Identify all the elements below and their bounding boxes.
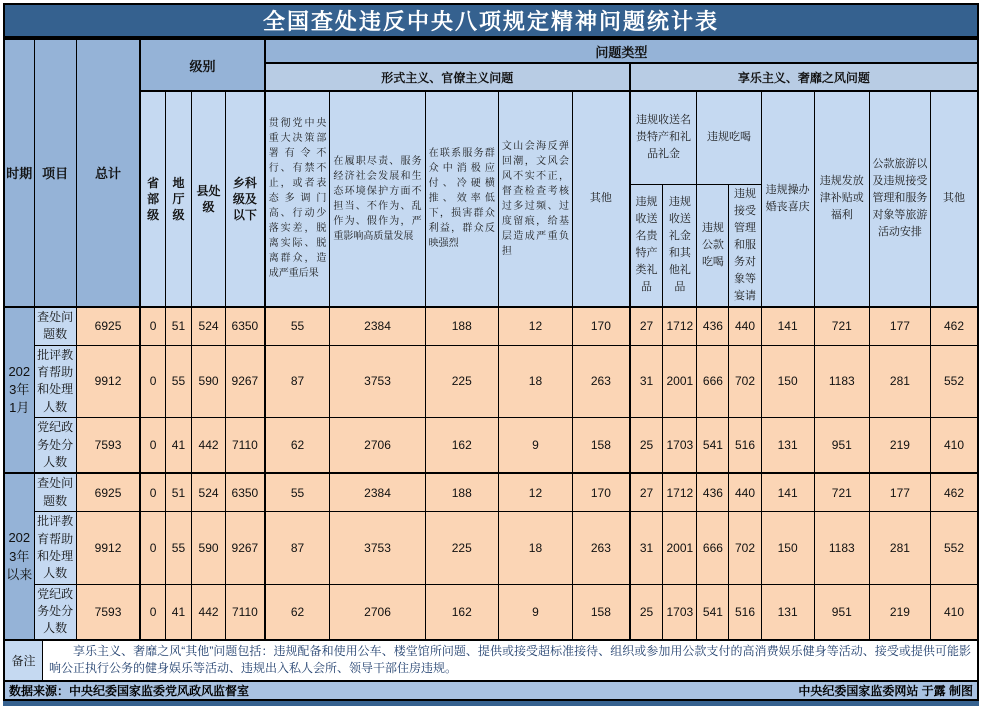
data-cell: 951 (814, 584, 869, 640)
data-cell: 219 (869, 584, 930, 640)
data-cell: 9 (498, 418, 572, 474)
note-label: 备注 (5, 641, 43, 680)
data-cell: 7593 (76, 584, 140, 640)
data-cell: 51 (165, 307, 191, 345)
data-cell: 462 (931, 473, 978, 511)
data-cell: 0 (140, 473, 165, 511)
data-cell: 1703 (663, 584, 697, 640)
data-cell: 1712 (663, 473, 697, 511)
data-cell: 263 (573, 345, 630, 418)
data-cell: 410 (931, 584, 978, 640)
data-cell: 225 (425, 512, 498, 585)
data-source-text: 数据来源：中央纪委国家监委党风政风监督室 (9, 683, 250, 698)
col-header-level-county: 县处级 (191, 91, 225, 307)
data-cell: 410 (931, 418, 978, 474)
data-cell: 170 (573, 307, 630, 345)
data-cell: 55 (165, 512, 191, 585)
data-cell: 590 (191, 345, 225, 418)
data-cell: 281 (869, 345, 930, 418)
data-cell: 541 (697, 418, 729, 474)
data-cell: 62 (265, 584, 330, 640)
data-cell: 27 (630, 307, 663, 345)
data-cell: 162 (425, 584, 498, 640)
data-cell: 18 (498, 345, 572, 418)
data-cell: 436 (697, 473, 729, 511)
data-cell: 1183 (814, 345, 869, 418)
footer-bar (3, 682, 979, 701)
data-cell: 0 (140, 345, 165, 418)
data-cell: 1183 (814, 512, 869, 585)
col-header-dining-public-funds: 违规公款吃喝 (697, 184, 729, 307)
col-group-gifts: 违规收送名贵特产和礼品礼金 (630, 91, 697, 184)
data-cell: 2001 (663, 512, 697, 585)
page-title: 全国查处违反中央八项规定精神问题统计表 (3, 3, 979, 38)
col-header-gifts-specialty: 违规收送名贵特产类礼品 (630, 184, 663, 307)
col-header-total: 总计 (76, 39, 140, 307)
data-cell: 0 (140, 512, 165, 585)
data-cell: 7110 (226, 584, 265, 640)
data-cell: 440 (729, 307, 761, 345)
col-header-dining-banquets: 违规接受管理和服务对象等宴请 (729, 184, 761, 307)
data-cell: 552 (931, 512, 978, 585)
data-cell: 131 (761, 584, 814, 640)
data-cell: 131 (761, 418, 814, 474)
data-cell: 702 (729, 345, 761, 418)
data-cell: 18 (498, 512, 572, 585)
note-text: 享乐主义、奢靡之风“其他”问题包括：违规配备和使用公车、楼堂馆所问题、提供或接受超标准接待、组织或参加用公款支付的高消费娱乐健身等活动、接受或提供可能影响公正执行公务的健身娱乐等活动、违规出入私人会所、领导干部住房违规。 (43, 641, 977, 680)
data-cell: 25 (630, 418, 663, 474)
data-cell: 12 (498, 307, 572, 345)
data-cell: 524 (191, 307, 225, 345)
data-cell: 263 (573, 512, 630, 585)
data-cell: 9267 (226, 345, 265, 418)
data-cell: 55 (265, 307, 330, 345)
statistics-table (3, 38, 979, 641)
col-header-formalism-1: 贯彻党中央重大决策部署有令不行、有禁不止，或者表态多调门高、行动少落实差，脱离实际、脱离群众，造成严重后果 (265, 91, 330, 307)
data-cell: 666 (697, 512, 729, 585)
data-cell: 141 (761, 473, 814, 511)
data-cell: 87 (265, 512, 330, 585)
note-row (3, 641, 979, 682)
col-header-formalism-other: 其他 (573, 91, 630, 307)
row-label: 批评教育帮助和处理人数 (34, 345, 76, 418)
data-cell: 2384 (330, 473, 425, 511)
data-cell: 442 (191, 584, 225, 640)
data-cell: 666 (697, 345, 729, 418)
data-cell: 9912 (76, 345, 140, 418)
data-cell: 141 (761, 307, 814, 345)
row-label: 党纪政务处分人数 (34, 418, 76, 474)
data-cell: 188 (425, 473, 498, 511)
data-cell: 1712 (663, 307, 697, 345)
data-cell: 41 (165, 418, 191, 474)
data-cell: 31 (630, 345, 663, 418)
col-group-level: 级别 (140, 39, 264, 91)
data-cell: 31 (630, 512, 663, 585)
col-header-public-travel: 公款旅游以及违规接受管理和服务对象等旅游活动安排 (869, 91, 930, 307)
period-cell: 2023年1月 (4, 307, 34, 474)
col-header-gifts-money: 违规收送礼金和其他礼品 (663, 184, 697, 307)
data-cell: 721 (814, 307, 869, 345)
col-header-formalism-4: 文山会海反弹回潮，文风会风不实不正，督查检查考核过多过频、过度留痕，给基层造成严重负担 (498, 91, 572, 307)
data-cell: 51 (165, 473, 191, 511)
data-cell: 2384 (330, 307, 425, 345)
data-cell: 442 (191, 418, 225, 474)
col-header-period: 时期 (4, 39, 34, 307)
data-cell: 516 (729, 418, 761, 474)
data-cell: 0 (140, 307, 165, 345)
data-cell: 702 (729, 512, 761, 585)
period-cell: 2023年以来 (4, 473, 34, 640)
col-header-formalism-2: 在履职尽责、服务经济社会发展和生态环境保护方面不担当、不作为、乱作为、假作为，严重影响高质量发展 (330, 91, 425, 307)
data-cell: 436 (697, 307, 729, 345)
data-cell: 9912 (76, 512, 140, 585)
data-cell: 2706 (330, 418, 425, 474)
col-header-level-prefecture: 地厅级 (165, 91, 191, 307)
data-cell: 158 (573, 418, 630, 474)
row-label: 查处问题数 (34, 307, 76, 345)
data-cell: 12 (498, 473, 572, 511)
data-cell: 6350 (226, 307, 265, 345)
data-cell: 440 (729, 473, 761, 511)
data-cell: 6925 (76, 473, 140, 511)
data-cell: 462 (931, 307, 978, 345)
col-group-hedonism: 享乐主义、奢靡之风问题 (630, 63, 978, 91)
data-cell: 150 (761, 345, 814, 418)
data-cell: 188 (425, 307, 498, 345)
row-label: 查处问题数 (34, 473, 76, 511)
data-cell: 7593 (76, 418, 140, 474)
data-cell: 150 (761, 512, 814, 585)
data-cell: 721 (814, 473, 869, 511)
data-cell: 281 (869, 512, 930, 585)
data-cell: 225 (425, 345, 498, 418)
col-header-formalism-3: 在联系服务群众中消极应付、冷硬横推、效率低下，损害群众利益，群众反映强烈 (425, 91, 498, 307)
data-cell: 41 (165, 584, 191, 640)
data-cell: 9267 (226, 512, 265, 585)
row-label: 批评教育帮助和处理人数 (34, 512, 76, 585)
col-header-allowances: 违规发放津补贴或福利 (814, 91, 869, 307)
row-label: 党纪政务处分人数 (34, 584, 76, 640)
data-cell: 27 (630, 473, 663, 511)
data-cell: 1703 (663, 418, 697, 474)
col-header-item: 项目 (34, 39, 76, 307)
data-cell: 55 (165, 345, 191, 418)
data-cell: 541 (697, 584, 729, 640)
data-cell: 6925 (76, 307, 140, 345)
credit-text: 中央纪委国家监委网站 于露 制图 (798, 683, 973, 698)
data-cell: 2706 (330, 584, 425, 640)
data-cell: 62 (265, 418, 330, 474)
data-cell: 552 (931, 345, 978, 418)
data-cell: 9 (498, 584, 572, 640)
col-header-weddings-funerals: 违规操办婚丧喜庆 (761, 91, 814, 307)
col-header-level-province: 省部级 (140, 91, 165, 307)
col-header-level-township: 乡科级及以下 (226, 91, 265, 307)
data-cell: 0 (140, 584, 165, 640)
col-group-problem-type: 问题类型 (265, 39, 978, 63)
data-cell: 170 (573, 473, 630, 511)
data-cell: 7110 (226, 418, 265, 474)
col-group-dining: 违规吃喝 (697, 91, 761, 184)
col-group-formalism: 形式主义、官僚主义问题 (265, 63, 630, 91)
data-cell: 219 (869, 418, 930, 474)
data-cell: 590 (191, 512, 225, 585)
data-cell: 162 (425, 418, 498, 474)
data-cell: 3753 (330, 512, 425, 585)
col-header-hedonism-other: 其他 (931, 91, 978, 307)
data-cell: 0 (140, 418, 165, 474)
data-cell: 87 (265, 345, 330, 418)
data-cell: 3753 (330, 345, 425, 418)
data-cell: 55 (265, 473, 330, 511)
data-cell: 177 (869, 307, 930, 345)
data-cell: 524 (191, 473, 225, 511)
data-cell: 25 (630, 584, 663, 640)
data-cell: 158 (573, 584, 630, 640)
data-cell: 516 (729, 584, 761, 640)
data-cell: 6350 (226, 473, 265, 511)
data-cell: 2001 (663, 345, 697, 418)
data-cell: 177 (869, 473, 930, 511)
data-cell: 951 (814, 418, 869, 474)
bottom-strip (3, 701, 979, 706)
